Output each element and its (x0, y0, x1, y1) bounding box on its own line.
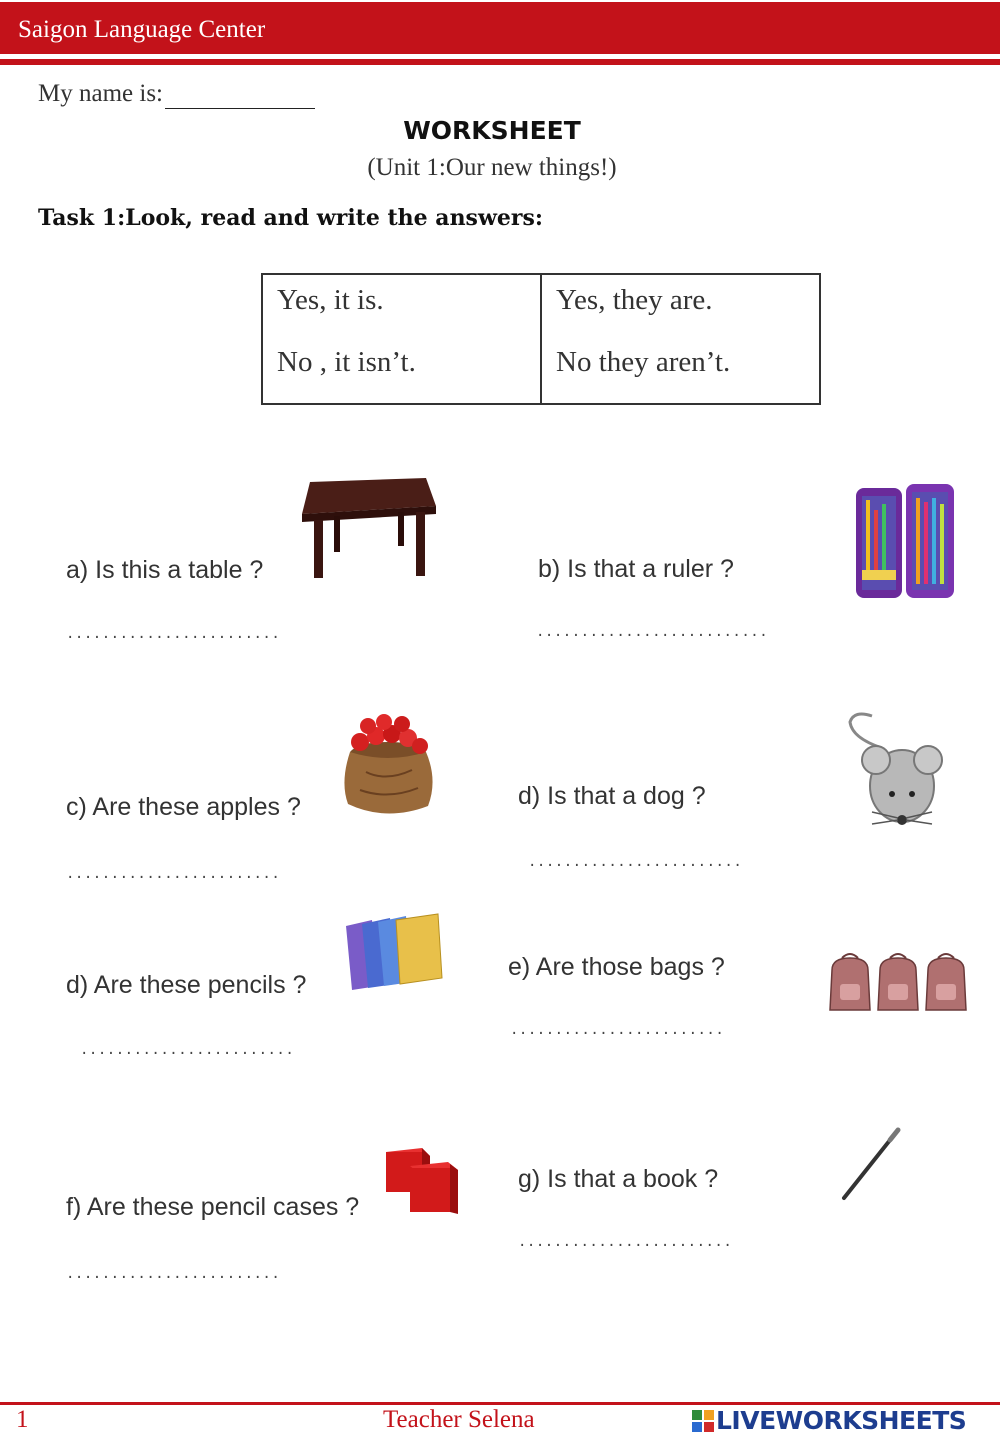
footer-rule (0, 1402, 1000, 1405)
liveworksheets-logo-icon (692, 1410, 714, 1432)
answer-blank-d-pencils[interactable]: ........................ (80, 1042, 295, 1058)
question-e: e) Are those bags ? (508, 953, 725, 981)
answer-option: Yes, they are. (556, 284, 713, 316)
question-f: f) Are these pencil cases ? (66, 1193, 360, 1221)
question-d-pencils: d) Are these pencils ? (66, 971, 307, 999)
notebooks-icon (342, 912, 446, 992)
answer-blank-a[interactable]: ........................ (66, 626, 281, 642)
answer-blank-f[interactable]: ........................ (66, 1266, 281, 1282)
answer-blank-d-dog[interactable]: ........................ (528, 854, 743, 870)
question-c: c) Are these apples ? (66, 793, 301, 821)
answer-blank-g[interactable]: ........................ (518, 1234, 733, 1250)
answer-column-singular (263, 275, 540, 403)
teacher-name: Teacher Selena (383, 1406, 535, 1433)
name-label: My name is: (38, 80, 163, 107)
red-boxes-icon (382, 1144, 464, 1216)
answer-option: Yes, it is. (277, 284, 384, 316)
liveworksheets-logo-text: LIVEWORKSHEETS (716, 1406, 967, 1435)
bags-icon (826, 950, 974, 1016)
header-title: Saigon Language Center (18, 16, 266, 43)
pen-icon (836, 1124, 906, 1204)
answer-option: No , it isn’t. (277, 346, 416, 378)
apple-sack-icon (336, 712, 440, 818)
answer-options-box (261, 273, 821, 405)
pencil-case-icon (852, 480, 958, 604)
liveworksheets-logo[interactable] (692, 1406, 966, 1435)
answer-column-plural (540, 275, 819, 403)
name-blank[interactable] (165, 80, 315, 109)
mouse-icon (842, 708, 952, 838)
answer-blank-b[interactable]: .......................... (536, 624, 769, 640)
name-line (38, 80, 315, 109)
question-b: b) Is that a ruler ? (538, 555, 734, 583)
worksheet-title: WORKSHEET (403, 116, 581, 145)
question-g: g) Is that a book ? (518, 1165, 719, 1193)
worksheet-subtitle: (Unit 1:Our new things!) (367, 154, 617, 181)
page-number: 1 (16, 1406, 29, 1433)
question-d-dog: d) Is that a dog ? (518, 782, 706, 810)
task-heading: Task 1:Look, read and write the answers: (38, 205, 543, 231)
answer-blank-e[interactable]: ........................ (510, 1022, 725, 1038)
table-icon (298, 474, 440, 580)
answer-blank-c[interactable]: ........................ (66, 866, 281, 882)
question-a: a) Is this a table ? (66, 556, 264, 584)
answer-option: No they aren’t. (556, 346, 731, 378)
header-rule (0, 59, 1000, 65)
